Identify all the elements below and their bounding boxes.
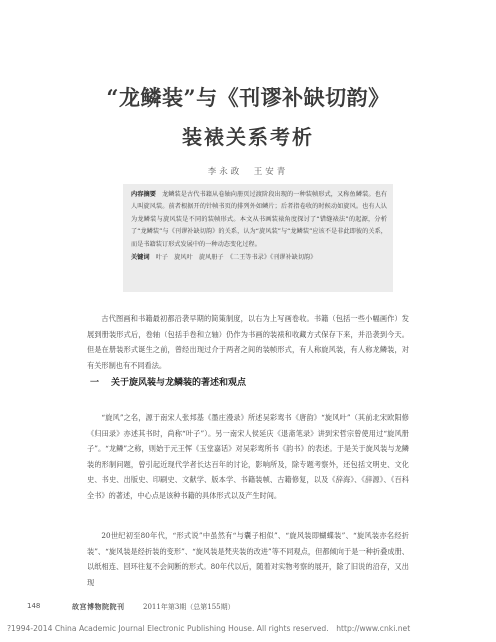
body-paragraph-1: 古代图画和书籍最初都沿袭早期的简策制度，以右为上写画卷收。书籍（包括一些小幅画作）发展到册装形式后，卷轴（包括手卷和立轴）仍作为书画的装裱和收藏方式保存下来，并沿袭到今天。但是在册装形式诞生之前，曾经出现过介于两者之间的装帧形式，有人称旋风装，有人称龙鳞装，对有关形制也有不同看法。 xyxy=(87,314,409,370)
section-number: 一 xyxy=(90,378,100,388)
body-paragraph-3: 20世纪初至80年代，“形式说”中虽然有“与囊子相似”、“旋风装即蝴蝶装”、“旋风装亦名经折装”、“旋风装是经折装的变形”、“旋风装是梵夹装的改进”等不同观点，但都倾向于是一种折叠成册、以纸相连、回环往复不会间断的形式。80年代以后，随着对实物考察的展开，除了旧说的沿存，又出现 xyxy=(87,531,409,587)
abstract-label: 内容摘要 xyxy=(131,191,157,198)
body-paragraph-2: “旋风”之名，源于南宋人张邦基《墨庄漫录》所述吴彩鸾书《唐韵》“旋风叶”（其前北宋欧阳修《归田录》亦述其书时，尚称“叶子”）。另一南宋人侯延庆《退斋笔录》讲到宋哲宗曾使用过“旋风册子”。“龙鳞”之称，则始于元王恽《玉堂嘉话》对吴彩鸾所书《韵书》的表述。于是关于旋风装与龙鳞装的形制问题，曾引起近现代学者长达百年的讨论，影响所及，除专题考察外，还包括文明史、文化史、书史、出版史、印刷史、文献学、版本学、书籍装帧、古籍修复，以及《辞海》、《辞源》、《百科全书》的著述，中心点是该种书籍的具体形式以及产生时间。 xyxy=(87,413,409,500)
section-heading xyxy=(90,375,246,388)
keywords-paragraph xyxy=(131,252,387,264)
page-number: 148 xyxy=(27,602,41,610)
section-title: 关于旋风装与龙鳞装的著述和观点 xyxy=(111,378,247,388)
article-title-line-2: 装裱关系考析 xyxy=(182,125,314,149)
article-title-line-1: “龙鳞装”与《刊谬补缺切韵》 xyxy=(106,85,390,110)
journal-name: 故宫博物院院刊 xyxy=(72,602,125,611)
journal-issue: 2011年第3期（总第155期） xyxy=(143,603,235,611)
abstract-box xyxy=(123,184,393,292)
copyright-notice: ?1994-2014 China Academic Journal Electronic Publishing House. All rights reserved. http://www.cnki.net xyxy=(7,624,411,633)
abstract-text: 龙鳞装是古代书籍从卷轴向册页过渡阶段出现的一种装帧形式，又称鱼鳞装。也有人叫旋风装。前者根据开的针帧书页的排列外如鳞片；后者指卷收的时候动如旋风。也有人认为龙鳞装与旋风装是不同的装帧形式。本文从书画装裱角度探讨了“错缝裱法”的起源，分析了“龙鳞装”与《刊谬补缺切韵》的关系，认为“旋风装”与“龙鳞装”应该不是非此即彼的关系，而是书籍装订形式发展中的一种动态变化过程。 xyxy=(131,191,388,248)
abstract-paragraph xyxy=(131,189,387,251)
keywords-label: 关键词 xyxy=(131,254,150,262)
article-author: 李永政 王安青 xyxy=(207,167,289,177)
keywords-text: 叶子 旋风叶 旋风册子 《二王等书录》《刊谬补缺切韵》 xyxy=(155,254,317,262)
